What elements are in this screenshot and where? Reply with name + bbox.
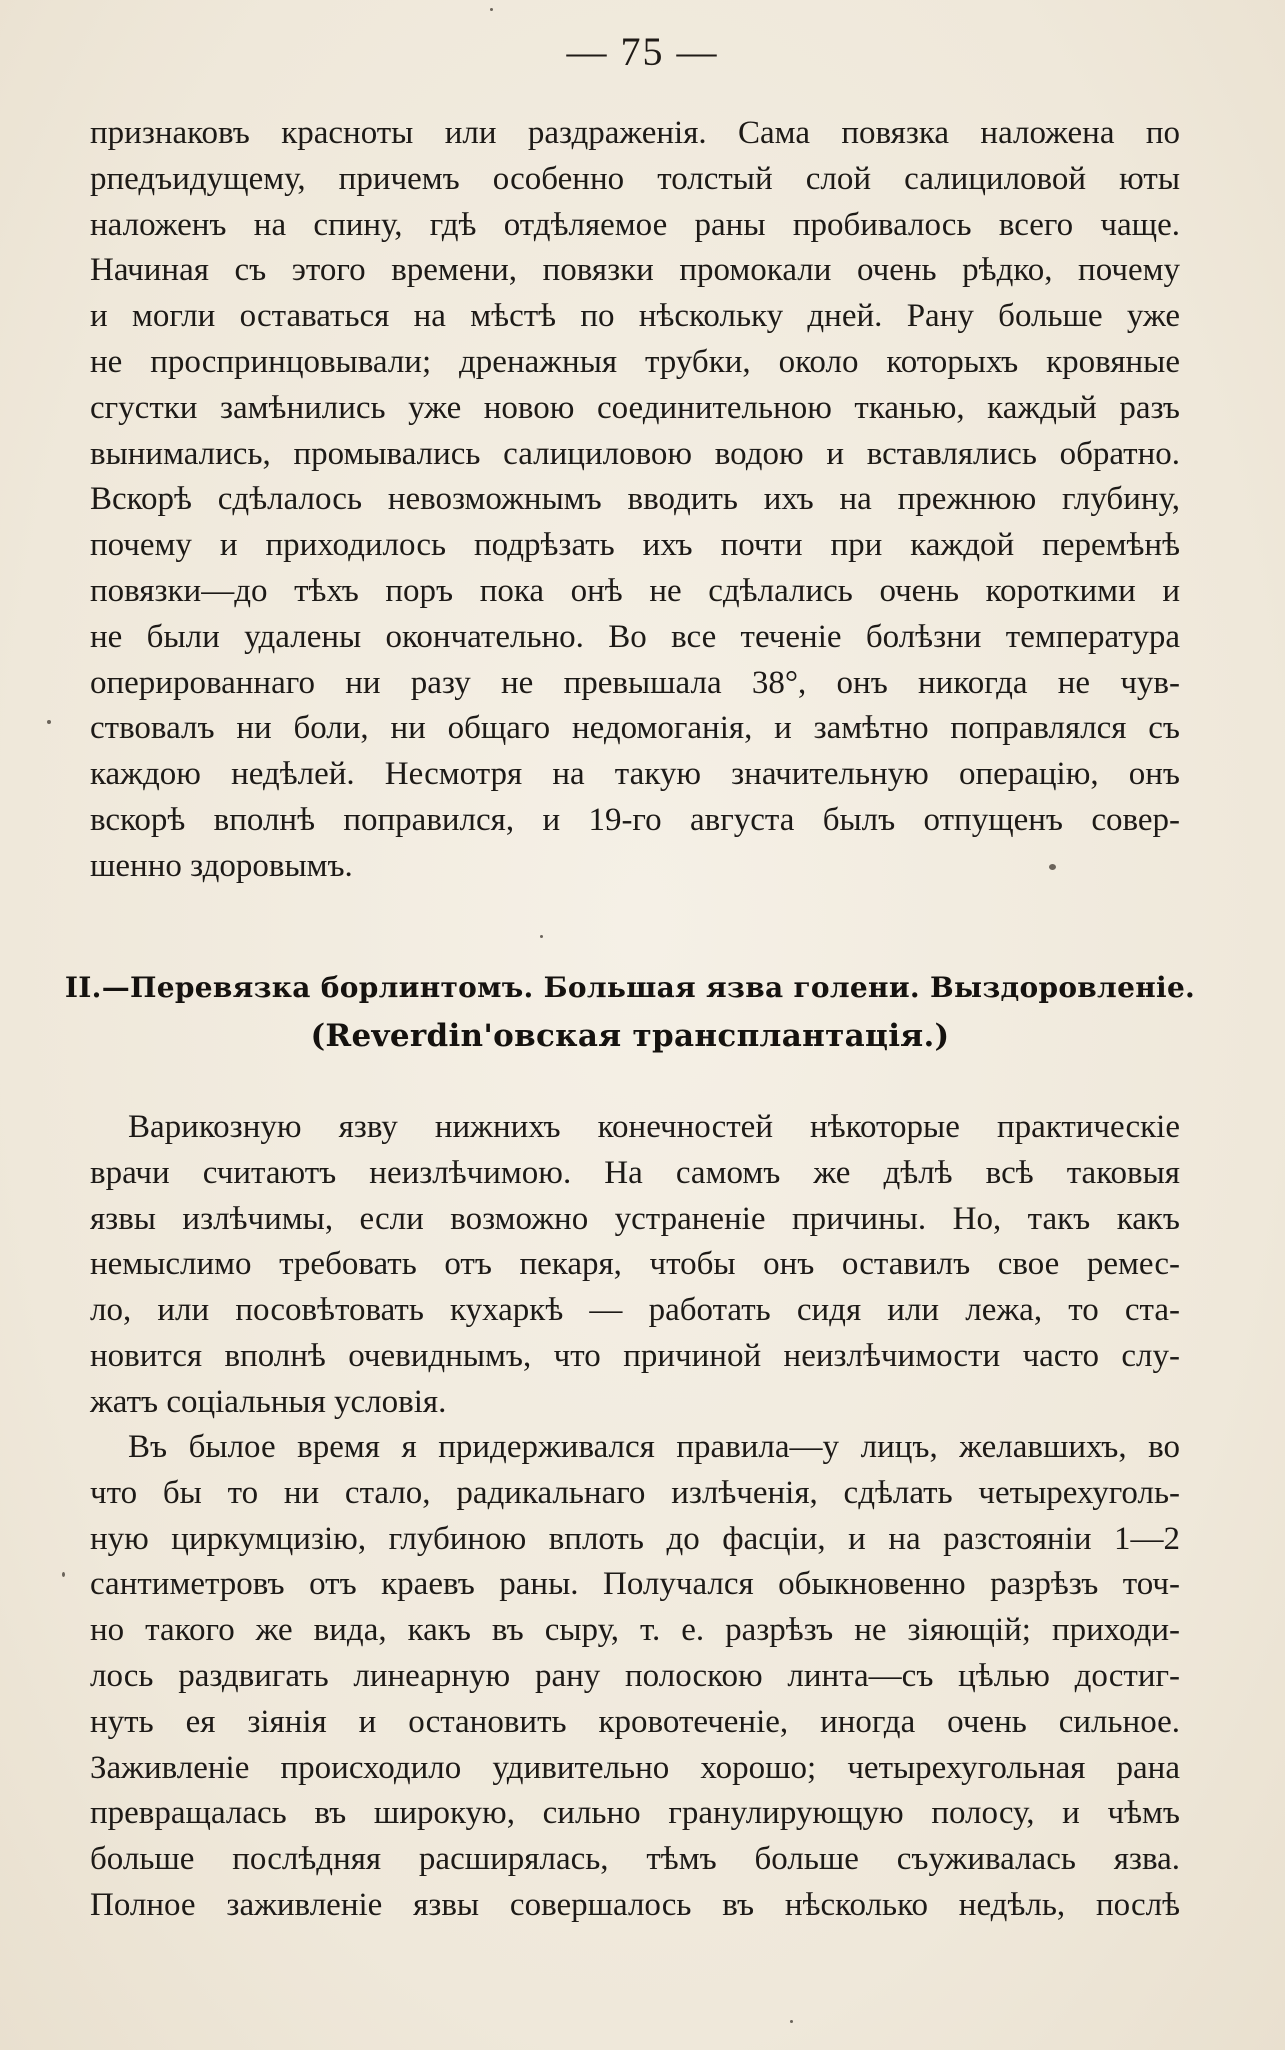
section-heading [60,964,1200,1060]
paper-speck [540,935,543,938]
text-line: что бы то ни стало, радикальнаго излѣченія, сдѣлать четырехуголь- [90,1474,1180,1511]
paper-speck [790,2020,793,2023]
text-line: рпедъидущему, причемъ особенно толстый слой салициловой юты [90,160,1180,197]
text-line: лось раздвигать линеарную рану полоскою линта—съ цѣлью достиг- [90,1657,1180,1694]
text-line: Заживленіе происходило удивительно хорошо; четырехугольная рана [90,1749,1180,1786]
text-line: но такого же вида, какъ въ сыру, т. е. разрѣзъ не зіяющій; приходи- [90,1612,1180,1649]
paragraph-3 [90,1425,1180,1929]
text-line: не проспринцовывали; дренажныя трубки, около которыхъ кровяные [90,343,1180,380]
text-line: оперированнаго ни разу не превышала 38°, онъ никогда не чув- [90,664,1180,701]
paragraph-1 [90,111,1180,890]
text-line: не были удалены окончательно. Во все теченіе болѣзни температура [90,618,1180,655]
section-heading-title: II.—Перевязка борлинтомъ. Большая язва голени. Выздоровленіе. [64,971,1196,1004]
text-line: сантиметровъ отъ краевъ раны. Получался обыкновенно разрѣзъ точ- [90,1566,1180,1603]
text-line: шенно здоровымъ. [90,847,353,884]
text-line: вынимались, промывались салициловою водою и вставлялись обратно. [90,435,1180,472]
text-line: больше послѣдняя расширялась, тѣмъ больше съуживалась язва. [90,1841,1180,1878]
text-line: язвы излѣчимы, если возможно устраненіе причины. Но, такъ какъ [90,1200,1180,1237]
text-line: ствовалъ ни боли, ни общаго недомоганія, и замѣтно поправлялся съ [90,710,1180,747]
text-line: ло, или посовѣтовать кухаркѣ — работать сидя или лежа, то ста- [90,1292,1180,1329]
text-line: и могли оставаться на мѣстѣ по нѣскольку дней. Рану больше уже [90,298,1180,335]
paragraph-2 [90,1105,1180,1426]
text-line: немыслимо требовать отъ пекаря, чтобы онъ оставилъ свое ремес- [90,1246,1180,1283]
text-line: вскорѣ вполнѣ поправился, и 19-го августа былъ отпущенъ совер- [90,801,1180,838]
text-line: нуть ея зіянія и остановить кровотеченіе, иногда очень сильное. [90,1703,1180,1740]
text-line: врачи считаютъ неизлѣчимою. На самомъ же дѣлѣ всѣ таковыя [90,1154,1180,1191]
paper-speck [1049,864,1056,870]
page-number: — 75 — [566,29,719,74]
paper-speck [47,720,51,724]
text-line: каждою недѣлей. Несмотря на такую значительную операцію, онъ [90,756,1180,793]
text-line: почему и приходилось подрѣзать ихъ почти при каждой перемѣнѣ [90,527,1180,564]
paper-speck [490,8,493,11]
text-line: наложенъ на спину, гдѣ отдѣляемое раны пробивалось всего чаще. [90,206,1180,243]
text-line: признаковъ красноты или раздраженія. Сама повязка наложена по [90,115,1180,151]
text-line: Начиная съ этого времени, повязки промокали очень рѣдко, почему [90,252,1180,289]
section-heading-subtitle: (Reverdin'овская трансплантація.) [310,1018,950,1054]
text-line: ную циркумцизію, глубиною вплоть до фасціи, и на разстояніи 1—2 [90,1520,1180,1557]
text-line: Полное заживленіе язвы совершалось въ нѣсколько недѣль, послѣ [90,1886,1180,1923]
text-line: жатъ соціальныя условія. [90,1383,447,1420]
text-line: новится вполнѣ очевиднымъ, что причиной неизлѣчимости часто слу- [90,1337,1180,1374]
text-line: превращалась въ широкую, сильно гранулирующую полосу, и чѣмъ [90,1795,1180,1832]
paper-speck [62,1572,65,1577]
text-line: Варикозную язву нижнихъ конечностей нѣкоторые практическіе [128,1109,1180,1145]
text-line: Въ былое время я придерживался правила—у лицъ, желавшихъ, во [128,1429,1180,1465]
text-line: Вскорѣ сдѣлалось невозможнымъ вводить ихъ на прежнюю глубину, [90,481,1180,518]
text-line: сгустки замѣнились уже новою соединительною тканью, каждый разъ [90,389,1180,426]
text-line: повязки—до тѣхъ поръ пока онѣ не сдѣлались очень короткими и [90,572,1180,609]
